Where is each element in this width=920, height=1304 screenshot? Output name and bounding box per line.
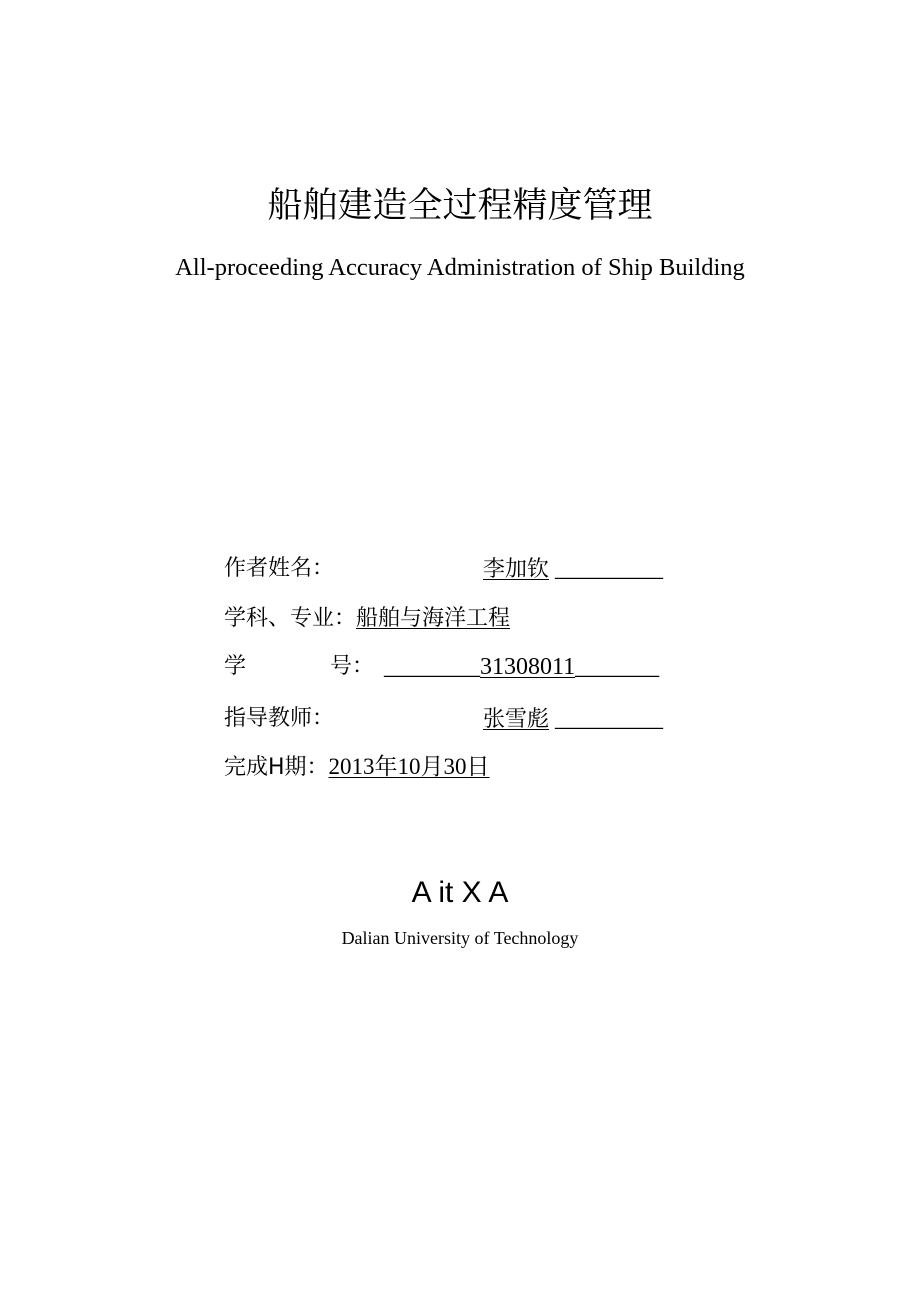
student-id-trailing-blank: _______ (575, 654, 660, 680)
student-id-leading-blank: ________ (384, 654, 480, 680)
date-label: 完成H期： (224, 755, 329, 780)
author-label: 作者姓名： (224, 556, 335, 581)
date-row (224, 752, 490, 782)
student-id-label-char2: 号： (330, 654, 375, 679)
advisor-label: 指导教师： (224, 706, 335, 731)
university-name-english: Dalian University of Technology (341, 928, 579, 948)
thesis-title-chinese: 船舶建造全过程精度管理 (267, 186, 653, 226)
author-name: 李加钦 (483, 557, 550, 582)
student-id-value: 31308011 (480, 654, 576, 680)
thesis-title-english: All-proceeding Accuracy Administration of Ship Building (175, 254, 745, 281)
student-id-row (384, 652, 659, 682)
university-abbreviation: A it X A (411, 876, 509, 909)
advisor-value-row (483, 704, 663, 734)
major-label: 学科、专业： (224, 606, 357, 631)
major-value: 船舶与海洋工程 (356, 606, 511, 631)
advisor-trailing-blank: _________ (555, 706, 664, 732)
student-id-label-char1: 学 (224, 654, 247, 679)
author-value-row (483, 554, 663, 584)
date-value: 2013年10月30日 (328, 754, 490, 779)
author-trailing-blank: _________ (555, 556, 664, 582)
advisor-name: 张雪彪 (483, 707, 550, 732)
major-row (224, 604, 510, 634)
